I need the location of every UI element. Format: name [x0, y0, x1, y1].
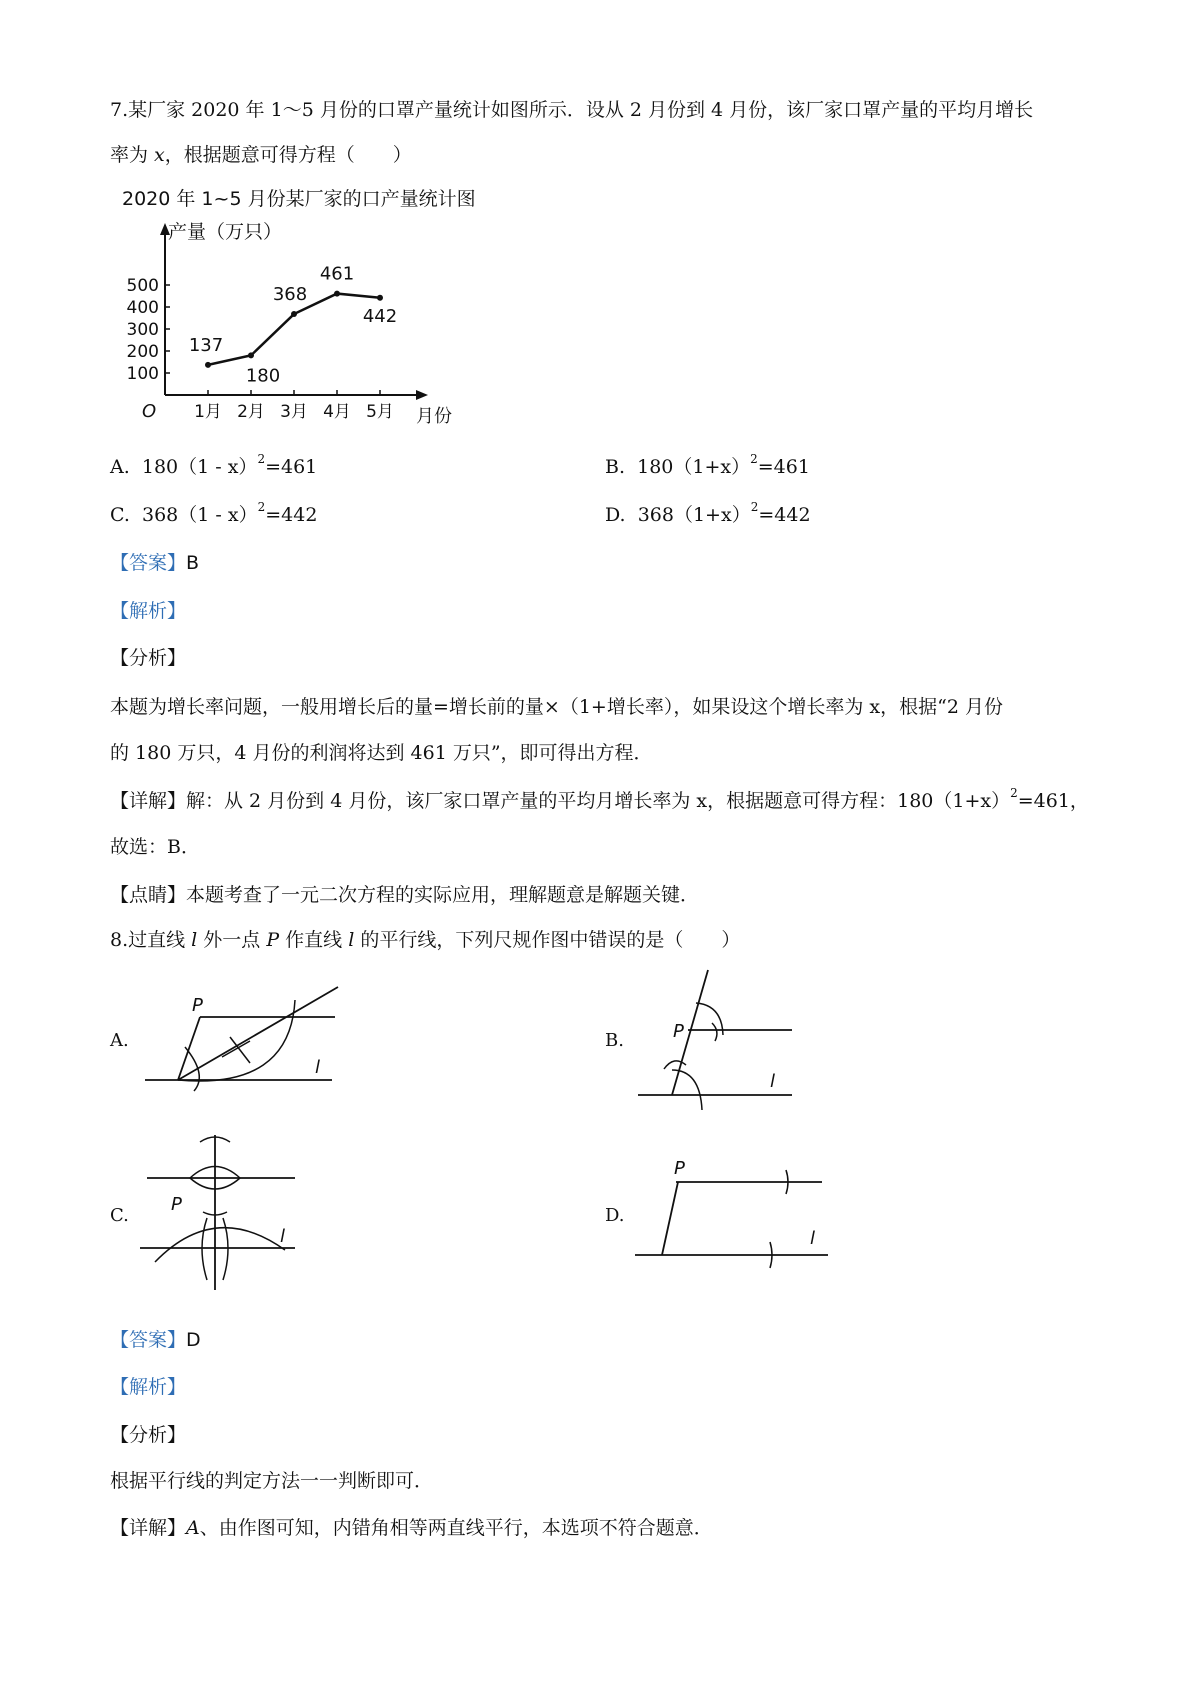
- q8-answer: [110, 1325, 201, 1352]
- chart-ylabel: 产量（万只）: [168, 221, 283, 243]
- data-label: 461: [319, 263, 355, 285]
- dianjing-tag: 【点睛】: [110, 884, 187, 906]
- option-exponent: 2: [750, 499, 759, 514]
- q8-detail: [110, 1513, 713, 1540]
- option-rhs: =461: [265, 456, 318, 478]
- option-label: B.: [605, 456, 626, 478]
- q7-fenxi-tag: 【分析】: [110, 647, 187, 669]
- data-point: [334, 291, 340, 297]
- x-tick-label: 4月: [323, 402, 351, 422]
- q8-stem: [110, 925, 740, 952]
- detail-option: A: [186, 1517, 200, 1539]
- option-exponent: 2: [257, 499, 266, 514]
- option-text: 368（1 - x）: [142, 504, 258, 526]
- detail-rhs: =461，: [1017, 790, 1089, 812]
- option-exponent: 2: [257, 451, 266, 466]
- option-text: 368（1+x）: [637, 504, 751, 526]
- q7-fenxi-line2: 的 180 万只，4 月份的利润将达到 461 万只”，即可得出方程．: [110, 742, 653, 764]
- data-point: [248, 352, 254, 358]
- q7-detail-line1: [110, 786, 1089, 813]
- x-tick-label: 2月: [237, 402, 265, 422]
- q7-answer: [110, 548, 199, 575]
- chart-xlabel: 月份: [416, 406, 452, 427]
- line-l-label: l: [280, 1226, 286, 1247]
- data-point: [205, 362, 211, 368]
- answer-value: D: [186, 1329, 201, 1351]
- line-l-label: l: [810, 1228, 816, 1249]
- detail-text: 解：从 2 月份到 4 月份，该厂家口罩产量的平均月增长率为 x，根据题意可得方程：180（1+x）: [186, 790, 1011, 812]
- q7-stem-text-end: ，根据题意可得方程（ ）: [164, 144, 412, 166]
- q7-stem-line2: [110, 140, 412, 167]
- point-p-label: P: [192, 995, 203, 1016]
- line-l-label: l: [770, 1071, 776, 1092]
- q8-stem-text: 的平行线，下列尺规作图中错误的是（ ）: [354, 929, 741, 951]
- q7-dianjing: [110, 880, 699, 907]
- option-label: D.: [605, 504, 626, 526]
- q8-stem-text: 外一点: [197, 929, 267, 951]
- option-exponent: 2: [750, 451, 758, 466]
- fig-label-c[interactable]: C.: [110, 1205, 129, 1226]
- q7-detail-line2: 故选：B．: [110, 836, 200, 858]
- q8-fenxi: 根据平行线的判定方法一一判断即可．: [110, 1470, 434, 1492]
- chart-origin: O: [142, 401, 157, 422]
- data-label: 442: [362, 305, 398, 327]
- q8-stem-text: 作直线: [279, 929, 349, 951]
- q7-stem-var: x: [154, 144, 165, 166]
- q7-option-a[interactable]: [110, 452, 317, 479]
- data-point: [377, 295, 383, 301]
- y-tick-label: 400: [126, 298, 159, 318]
- y-tick-label: 300: [126, 320, 159, 340]
- q8-fenxi-tag: 【分析】: [110, 1424, 187, 1446]
- line-l-label: l: [315, 1057, 321, 1078]
- q7-fenxi-line1: 本题为增长率问题，一般用增长后的量=增长前的量×（1+增长率），如果设这个增长率为 x，根据“2 月份: [110, 696, 1003, 718]
- point-p-label: P: [673, 1021, 684, 1042]
- q7-option-b[interactable]: [605, 452, 810, 479]
- dianjing-text: 本题考查了一元二次方程的实际应用，理解题意是解题关键．: [186, 884, 700, 906]
- option-rhs: =442: [265, 504, 318, 526]
- production-line-chart: [120, 185, 500, 425]
- q7-stem-line1: 7.某厂家 2020 年 1～5 月份的口罩产量统计如图所示．设从 2 月份到 4 月份，该厂家口罩产量的平均月增长: [110, 99, 1034, 121]
- detail-text: 、由作图可知，内错角相等两直线平行，本选项不符合题意．: [199, 1517, 713, 1539]
- detail-exponent: 2: [1010, 785, 1018, 800]
- fig-label-a[interactable]: A.: [110, 1030, 129, 1051]
- x-axis-arrow: [416, 390, 428, 400]
- data-label: 137: [188, 334, 224, 356]
- option-rhs: =461: [757, 456, 810, 478]
- data-point: [291, 311, 297, 317]
- q8-stem-text: 8.过直线: [110, 929, 192, 951]
- x-tick-label: 3月: [280, 402, 308, 422]
- construction-figure-d: [630, 1160, 830, 1280]
- q8-line-var: l: [191, 929, 198, 951]
- option-rhs: =442: [758, 504, 811, 526]
- detail-tag: 【详解】: [110, 1517, 187, 1539]
- fig-label-d[interactable]: D.: [605, 1205, 625, 1226]
- construction-figure-c: [135, 1130, 305, 1290]
- construction-figure-b: [630, 965, 800, 1115]
- fig-label-b[interactable]: B.: [605, 1030, 624, 1051]
- x-tick-label: 5月: [366, 402, 394, 422]
- answer-value: B: [186, 552, 200, 574]
- q8-line-var: l: [348, 929, 355, 951]
- q7-jiexi-tag: 【解析】: [110, 600, 187, 622]
- answer-tag: 【答案】: [110, 552, 187, 574]
- q7-stem-text: 率为: [110, 144, 155, 166]
- detail-tag: 【详解】: [110, 790, 187, 812]
- q8-point-var: P: [266, 929, 280, 951]
- option-text: 180（1 - x）: [141, 456, 258, 478]
- point-p-label: P: [674, 1158, 685, 1179]
- chart-title: 2020 年 1~5 月份某厂家的口产量统计图: [122, 188, 476, 210]
- q8-jiexi-tag: 【解析】: [110, 1376, 187, 1398]
- x-tick-label: 1月: [194, 402, 222, 422]
- option-label: C.: [110, 504, 130, 526]
- option-text: 180（1+x）: [637, 456, 751, 478]
- q7-option-d[interactable]: [605, 500, 811, 527]
- y-tick-label: 200: [126, 342, 159, 362]
- construction-figure-a: [140, 975, 350, 1095]
- answer-tag: 【答案】: [110, 1329, 187, 1351]
- data-label: 180: [245, 365, 281, 387]
- data-label: 368: [272, 284, 308, 306]
- option-label: A.: [110, 456, 130, 478]
- y-tick-label: 500: [126, 276, 159, 296]
- q7-option-c[interactable]: [110, 500, 317, 527]
- y-tick-label: 100: [126, 364, 159, 384]
- point-p-label: P: [171, 1194, 182, 1215]
